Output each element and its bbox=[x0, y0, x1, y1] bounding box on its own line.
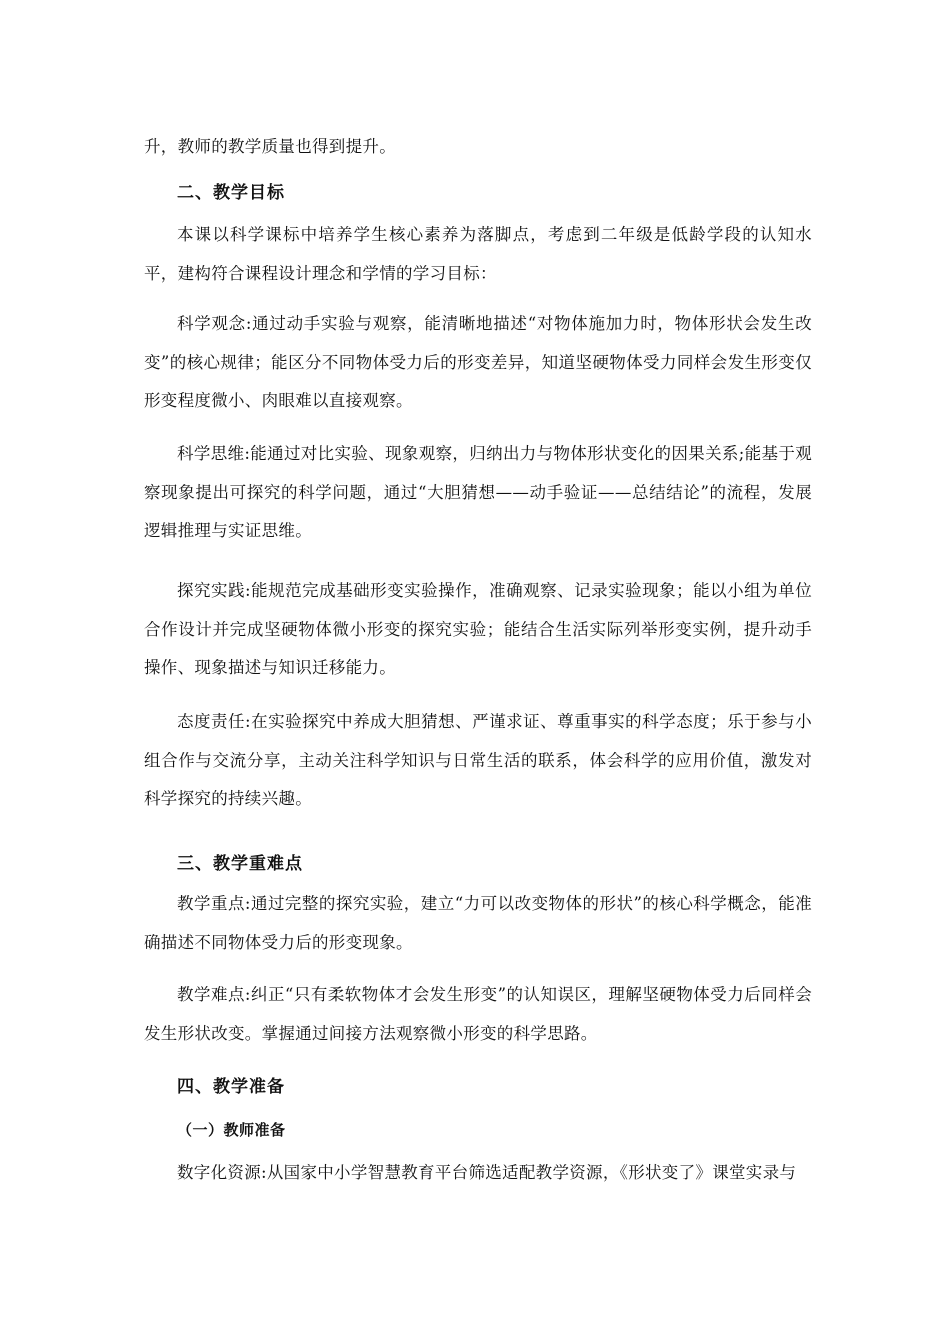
paragraph-teaching-focus: 教学重点:通过完整的探究实验，建立“力可以改变物体的形状”的核心科学概念，能准确描述不同物体受力后的形变现象。 bbox=[144, 894, 812, 952]
heading-teaching-preparation: 四、教学准备 bbox=[177, 1077, 285, 1097]
paragraph-intro-tail: 升，教师的教学质量也得到提升。 bbox=[144, 137, 396, 156]
heading-teaching-goals: 二、教学目标 bbox=[177, 183, 285, 203]
paragraph-goals-intro: 本课以科学课标中培养学生核心素养为落脚点，考虑到二年级是低龄学段的认知水平，建构符合课程设计理念和学情的学习目标： bbox=[144, 225, 812, 283]
heading-key-difficult-points: 三、教学重难点 bbox=[177, 854, 303, 874]
paragraph-attitude-responsibility: 态度责任:在实验探究中养成大胆猜想、严谨求证、尊重事实的科学态度；乐于参与小组合作与交流分享，主动关注科学知识与日常生活的联系，体会科学的应用价值，激发对科学探究的持续兴趣。 bbox=[144, 712, 812, 808]
subheading-teacher-preparation: （一）教师准备 bbox=[177, 1121, 286, 1139]
paragraph-inquiry-practice: 探究实践:能规范完成基础形变实验操作，准确观察、记录实验现象；能以小组为单位合作设计并完成坚硬物体微小形变的探究实验；能结合生活实际列举形变实例，提升动手操作、现象描述与知识迁移能力。 bbox=[144, 581, 812, 677]
paragraph-science-thinking: 科学思维:能通过对比实验、现象观察，归纳出力与物体形状变化的因果关系;能基于观察现象提出可探究的科学问题，通过“大胆猜想——动手验证——总结结论”的流程，发展逻辑推理与实证思维。 bbox=[144, 444, 812, 540]
paragraph-digital-resources: 数字化资源:从国家中小学智慧教育平台筛选适配教学资源，《形状变了》课堂实录与 bbox=[177, 1163, 797, 1182]
paragraph-teaching-difficulty: 教学难点:纠正“只有柔软物体才会发生形变”的认知误区，理解坚硬物体受力后同样会发生形状改变。掌握通过间接方法观察微小形变的科学思路。 bbox=[144, 985, 812, 1043]
paragraph-science-concept: 科学观念:通过动手实验与观察，能清晰地描述“对物体施加力时，物体形状会发生改变”的核心规律；能区分不同物体受力后的形变差异，知道坚硬物体受力同样会发生形变仅形变程度微小、肉眼难以直接观察。 bbox=[144, 314, 812, 410]
